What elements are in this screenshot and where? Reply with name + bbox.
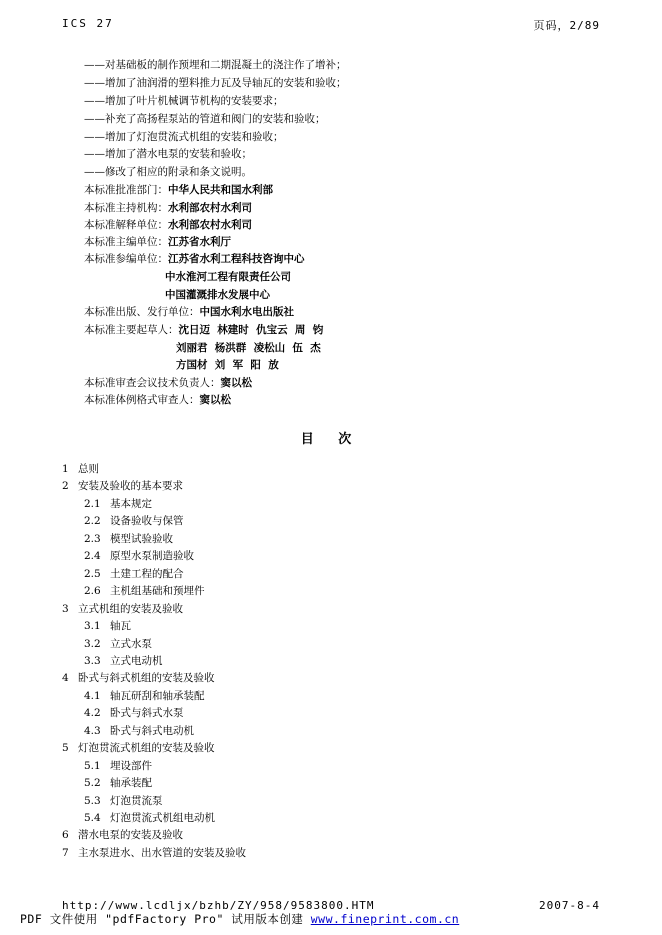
toc-item[interactable] [84, 637, 152, 651]
toc-item[interactable] [84, 759, 152, 773]
editor-row [84, 235, 231, 249]
drafter-names: 方国材 刘 军 阳 放 [176, 359, 279, 371]
toc-item-number: 2.1 [84, 497, 101, 510]
toc-item-number: 2.5 [84, 567, 101, 580]
participant-name: 中国灌溉排水发展中心 [165, 289, 270, 301]
tech-reviewer-label: 本标准审查会议技术负责人： [84, 377, 221, 389]
drafters-label: 本标准主要起草人： [84, 324, 179, 336]
toc-item-label: 设备验收与保管 [110, 515, 184, 528]
toc-item-number: 5 [62, 742, 69, 755]
toc-item-number: 2.3 [84, 532, 101, 545]
toc-item[interactable] [84, 584, 205, 598]
toc-item[interactable] [62, 479, 183, 493]
editor-value: 江苏省水利厅 [168, 236, 231, 248]
toc-item[interactable] [62, 846, 246, 860]
toc-item[interactable] [84, 514, 184, 528]
toc-item-label: 主水泵进水、出水管道的安装及验收 [78, 846, 246, 859]
toc-item-label: 卧式与斜式电动机 [110, 724, 194, 737]
toc-item-label: 埋设部件 [110, 759, 152, 772]
toc-item[interactable] [84, 567, 184, 581]
toc-item-number: 2.4 [84, 550, 101, 563]
toc-item-number: 7 [62, 846, 69, 859]
toc-item-number: 5.2 [84, 777, 101, 790]
toc-item[interactable] [62, 462, 99, 476]
participant-name: 中水淮河工程有限责任公司 [165, 271, 291, 283]
toc-item-number: 3.1 [84, 620, 101, 633]
toc-item[interactable] [62, 602, 183, 616]
toc-item-number: 5.3 [84, 794, 101, 807]
change-item: ——补充了高扬程泵站的管道和阀门的安装和验收； [84, 113, 326, 125]
toc-item-label: 立式水泵 [110, 637, 152, 650]
toc-item-number: 3.3 [84, 654, 101, 667]
toc-item[interactable] [84, 776, 152, 790]
participant-name: 江苏省水利工程科技咨询中心 [168, 253, 305, 265]
header-page-number: 页码，2/89 [533, 19, 600, 32]
toc-item[interactable] [84, 497, 152, 511]
toc-item[interactable] [84, 724, 194, 738]
interpret-row [84, 218, 252, 232]
change-item: ——修改了相应的附录和条文说明。 [84, 166, 252, 178]
host-value: 水利部农村水利司 [168, 202, 252, 214]
toc-item-number: 1 [62, 463, 69, 475]
interpret-label: 本标准解释单位： [84, 219, 168, 231]
drafter-names: 沈日迈 林建时 仇宝云 周 钧 [178, 324, 324, 336]
toc-item-label: 模型试验验收 [110, 532, 173, 545]
toc-item-label: 立式机组的安装及验收 [78, 602, 183, 615]
toc-item-label: 卧式与斜式水泵 [110, 707, 184, 720]
change-item: ——对基础板的制作预埋和二期混凝土的浇注作了增补； [84, 59, 347, 71]
format-reviewer-label: 本标准体例格式审查人： [84, 394, 200, 406]
editor-label: 本标准主编单位： [84, 236, 168, 248]
toc-item[interactable] [84, 532, 173, 546]
pdf-watermark-note [20, 911, 459, 927]
approve-label: 本标准批准部门： [84, 184, 168, 196]
format-reviewer-row [84, 393, 231, 407]
toc-item-number: 2.6 [84, 585, 101, 598]
toc-item-label: 轴瓦研刮和轴承装配 [110, 689, 205, 702]
toc-item[interactable] [84, 706, 184, 720]
change-item: ——增加了叶片机械调节机构的安装要求； [84, 95, 284, 107]
tech-reviewer-row [84, 376, 252, 390]
toc-item-label: 潜水电泵的安装及验收 [78, 829, 183, 842]
publisher-value: 中国水利水电出版社 [199, 306, 294, 318]
toc-item-label: 安装及验收的基本要求 [78, 480, 183, 493]
toc-item-number: 3 [62, 602, 69, 615]
toc-item-label: 土建工程的配合 [110, 567, 184, 580]
toc-item-number: 4.2 [84, 707, 101, 720]
toc-item-number: 4 [62, 672, 69, 685]
host-label: 本标准主持机构： [84, 202, 168, 214]
change-item: ——增加了油润滑的塑料推力瓦及导轴瓦的安装和验收； [84, 77, 347, 89]
toc-item-number: 4.3 [84, 724, 101, 737]
toc-item-label: 灯泡贯流式机组电动机 [110, 812, 215, 824]
toc-item[interactable] [84, 794, 163, 808]
toc-item-number: 5.4 [84, 812, 101, 824]
interpret-value: 水利部农村水利司 [168, 219, 252, 231]
toc-item[interactable] [84, 811, 215, 825]
publisher-label: 本标准出版、发行单位： [84, 306, 200, 318]
fineprint-link[interactable]: www.fineprint.com.cn [310, 912, 460, 926]
toc-item[interactable] [84, 689, 205, 703]
pdf-note-text: PDF 文件使用 "pdfFactory Pro" 试用版本创建 [20, 912, 311, 926]
footer-date: 2007-8-4 [539, 899, 600, 912]
toc-item-number: 5.1 [84, 759, 101, 772]
toc-item[interactable] [84, 619, 131, 633]
toc-item[interactable] [62, 741, 215, 755]
drafters-row [84, 323, 323, 337]
toc-item-number: 2.2 [84, 515, 101, 528]
drafter-names: 刘丽君 杨洪群 凌松山 伍 杰 [176, 342, 321, 354]
tech-reviewer-value: 窦以松 [220, 377, 252, 389]
toc-item[interactable] [62, 828, 183, 842]
toc-item-label: 轴承装配 [110, 777, 152, 790]
publisher-row [84, 305, 294, 319]
toc-item-label: 总则 [78, 463, 99, 475]
toc-item-label: 灯泡贯流式机组的安装及验收 [78, 742, 215, 755]
toc-item-label: 立式电动机 [110, 654, 163, 667]
toc-item-label: 灯泡贯流泵 [110, 794, 163, 807]
change-item: ——增加了潜水电泵的安装和验收； [84, 148, 252, 160]
toc-item-number: 3.2 [84, 637, 101, 650]
toc-item-label: 基本规定 [110, 497, 152, 510]
approve-value: 中华人民共和国水利部 [168, 184, 273, 196]
host-row [84, 201, 252, 215]
approve-row [84, 183, 273, 197]
toc-item-number: 2 [62, 480, 69, 493]
participants-row [84, 252, 305, 266]
participants-label: 本标准参编单位： [84, 253, 168, 265]
toc-item[interactable] [84, 654, 163, 668]
toc-title: 目 次 [300, 432, 362, 447]
toc-item-label: 轴瓦 [110, 620, 131, 633]
format-reviewer-value: 窦以松 [199, 394, 231, 406]
toc-item[interactable] [62, 671, 215, 685]
toc-item[interactable] [84, 549, 194, 563]
toc-item-label: 卧式与斜式机组的安装及验收 [78, 672, 215, 685]
toc-item-label: 主机组基础和预埋件 [110, 585, 205, 598]
toc-item-label: 原型水泵制造验收 [110, 550, 194, 563]
toc-item-number: 4.1 [84, 689, 101, 702]
toc-item-number: 6 [62, 829, 69, 842]
footer-url: http://www.lcdljx/bzhb/ZY/958/9583800.HTM [62, 899, 375, 912]
change-item: ——增加了灯泡贯流式机组的安装和验收； [84, 131, 284, 143]
header-code: ICS 27 [62, 17, 114, 30]
